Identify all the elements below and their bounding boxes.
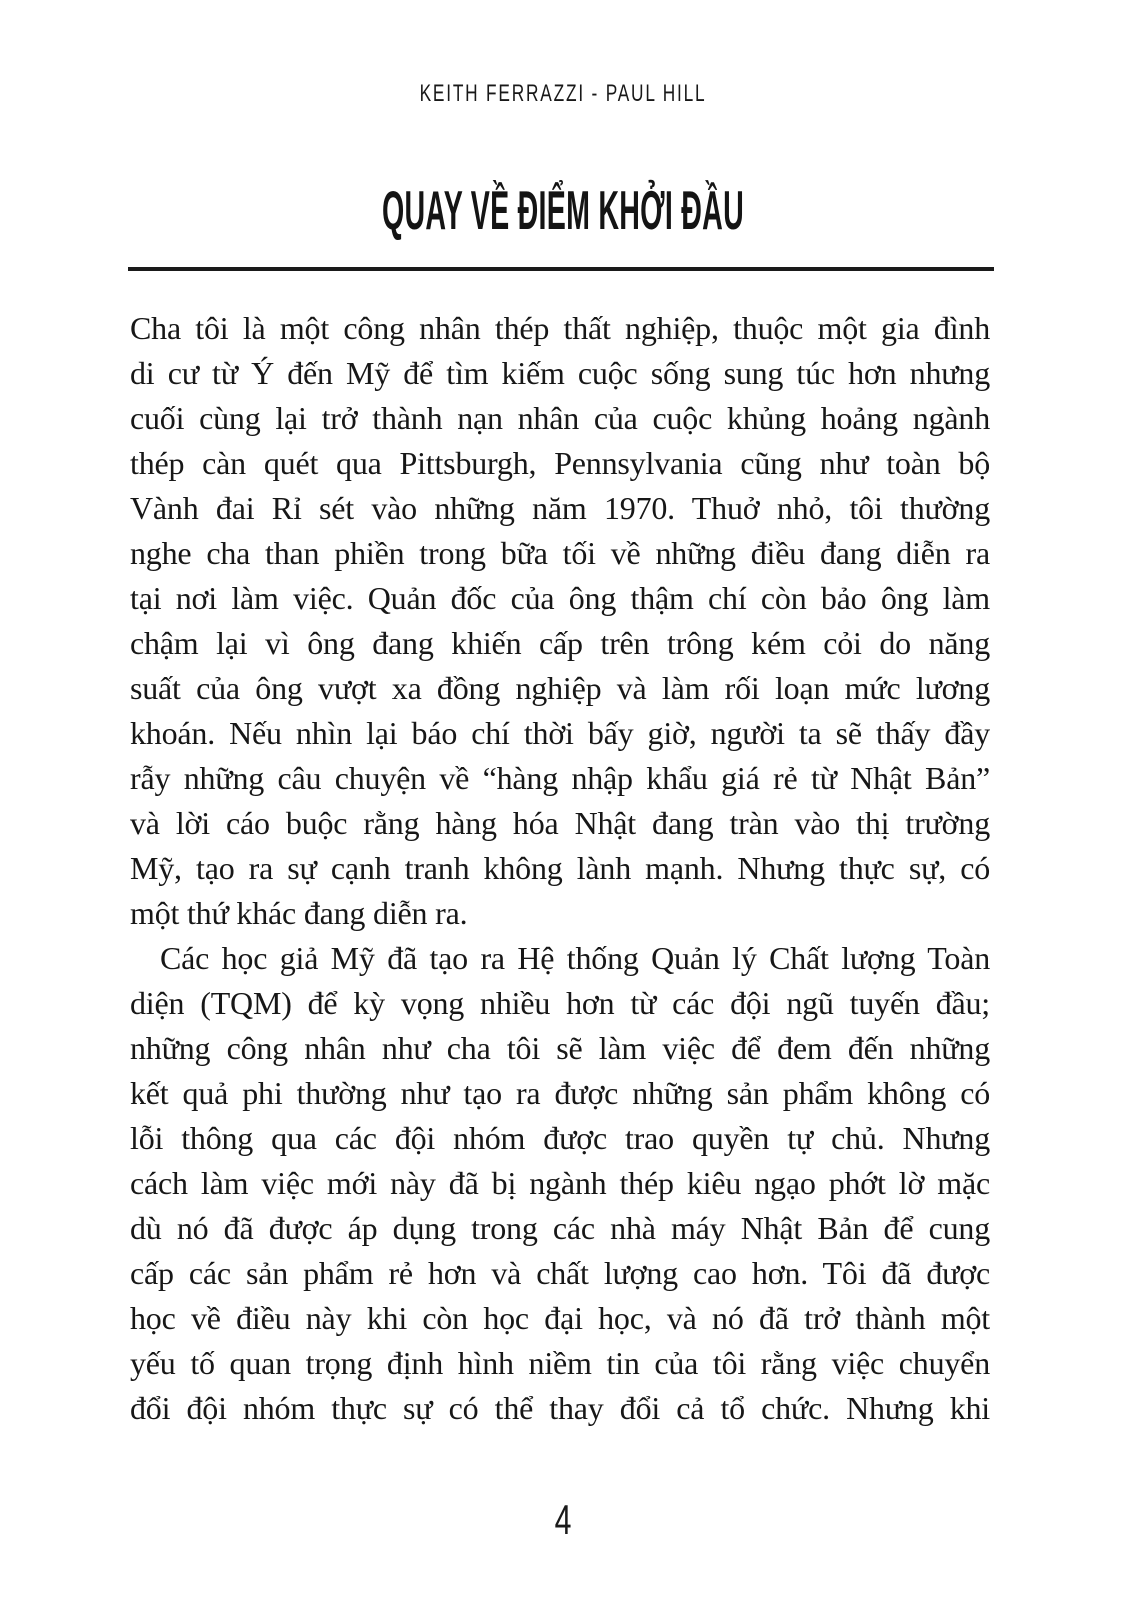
text-line: Các học giả Mỹ đã tạo ra Hệ thống Quản lý Chất lượng Toàn (160, 940, 990, 976)
text-line: di cư từ Ý đến Mỹ để tìm kiếm cuộc sống sung túc hơn nhưng (130, 355, 990, 391)
text-line: Vành đai Rỉ sét vào những năm 1970. Thuở nhỏ, tôi thường (130, 490, 990, 526)
text-line: yếu tố quan trọng định hình niềm tin của tôi rằng việc chuyển (130, 1345, 990, 1381)
title-divider-rule (128, 267, 994, 271)
text-line: Cha tôi là một công nhân thép thất nghiệp, thuộc một gia đình (130, 310, 990, 346)
text-line: nghe cha than phiền trong bữa tối về những điều đang diễn ra (130, 535, 990, 571)
text-line: học về điều này khi còn học đại học, và nó đã trở thành một (130, 1300, 990, 1336)
text-line: tại nơi làm việc. Quản đốc của ông thậm chí còn bảo ông làm (130, 580, 990, 616)
page-number: 4 (554, 1496, 572, 1543)
text-line: và lời cáo buộc rằng hàng hóa Nhật đang tràn vào thị trường (130, 805, 990, 841)
authors-header: KEITH FERRAZZI - PAUL HILL (419, 80, 707, 107)
text-line: dù nó đã được áp dụng trong các nhà máy Nhật Bản để cung (130, 1210, 990, 1246)
body-text (130, 306, 990, 1431)
paragraph (130, 306, 990, 936)
text-line: đổi đội nhóm thực sự có thể thay đổi cả tổ chức. Nhưng khi (130, 1390, 990, 1426)
text-line: diện (TQM) để kỳ vọng nhiều hơn từ các đội ngũ tuyến đầu; (130, 985, 990, 1021)
text-line: thép càn quét qua Pittsburgh, Pennsylvania cũng như toàn bộ (130, 445, 990, 481)
text-line: cuối cùng lại trở thành nạn nhân của cuộc khủng hoảng ngành (130, 400, 990, 436)
text-line: những công nhân như cha tôi sẽ làm việc để đem đến những (130, 1030, 990, 1066)
chapter-title: QUAY VỀ ĐIỂM KHỞI ĐẦU (381, 179, 745, 241)
text-line: cấp các sản phẩm rẻ hơn và chất lượng cao hơn. Tôi đã được (130, 1255, 990, 1291)
text-line: suất của ông vượt xa đồng nghiệp và làm rối loạn mức lương (130, 670, 990, 706)
text-line: một thứ khác đang diễn ra. (130, 895, 468, 931)
text-line: rẫy những câu chuyện về “hàng nhập khẩu giá rẻ từ Nhật Bản” (130, 760, 990, 796)
text-line: lỗi thông qua các đội nhóm được trao quyền tự chủ. Nhưng (130, 1120, 990, 1156)
paragraph (130, 936, 990, 1431)
text-line: khoán. Nếu nhìn lại báo chí thời bấy giờ, người ta sẽ thấy đầy (130, 715, 990, 751)
text-line: chậm lại vì ông đang khiến cấp trên trông kém cỏi do năng (130, 625, 990, 661)
text-line: Mỹ, tạo ra sự cạnh tranh không lành mạnh. Nhưng thực sự, có (130, 850, 990, 886)
text-line: cách làm việc mới này đã bị ngành thép kiêu ngạo phớt lờ mặc (130, 1165, 990, 1201)
text-line: kết quả phi thường như tạo ra được những sản phẩm không có (130, 1075, 990, 1111)
